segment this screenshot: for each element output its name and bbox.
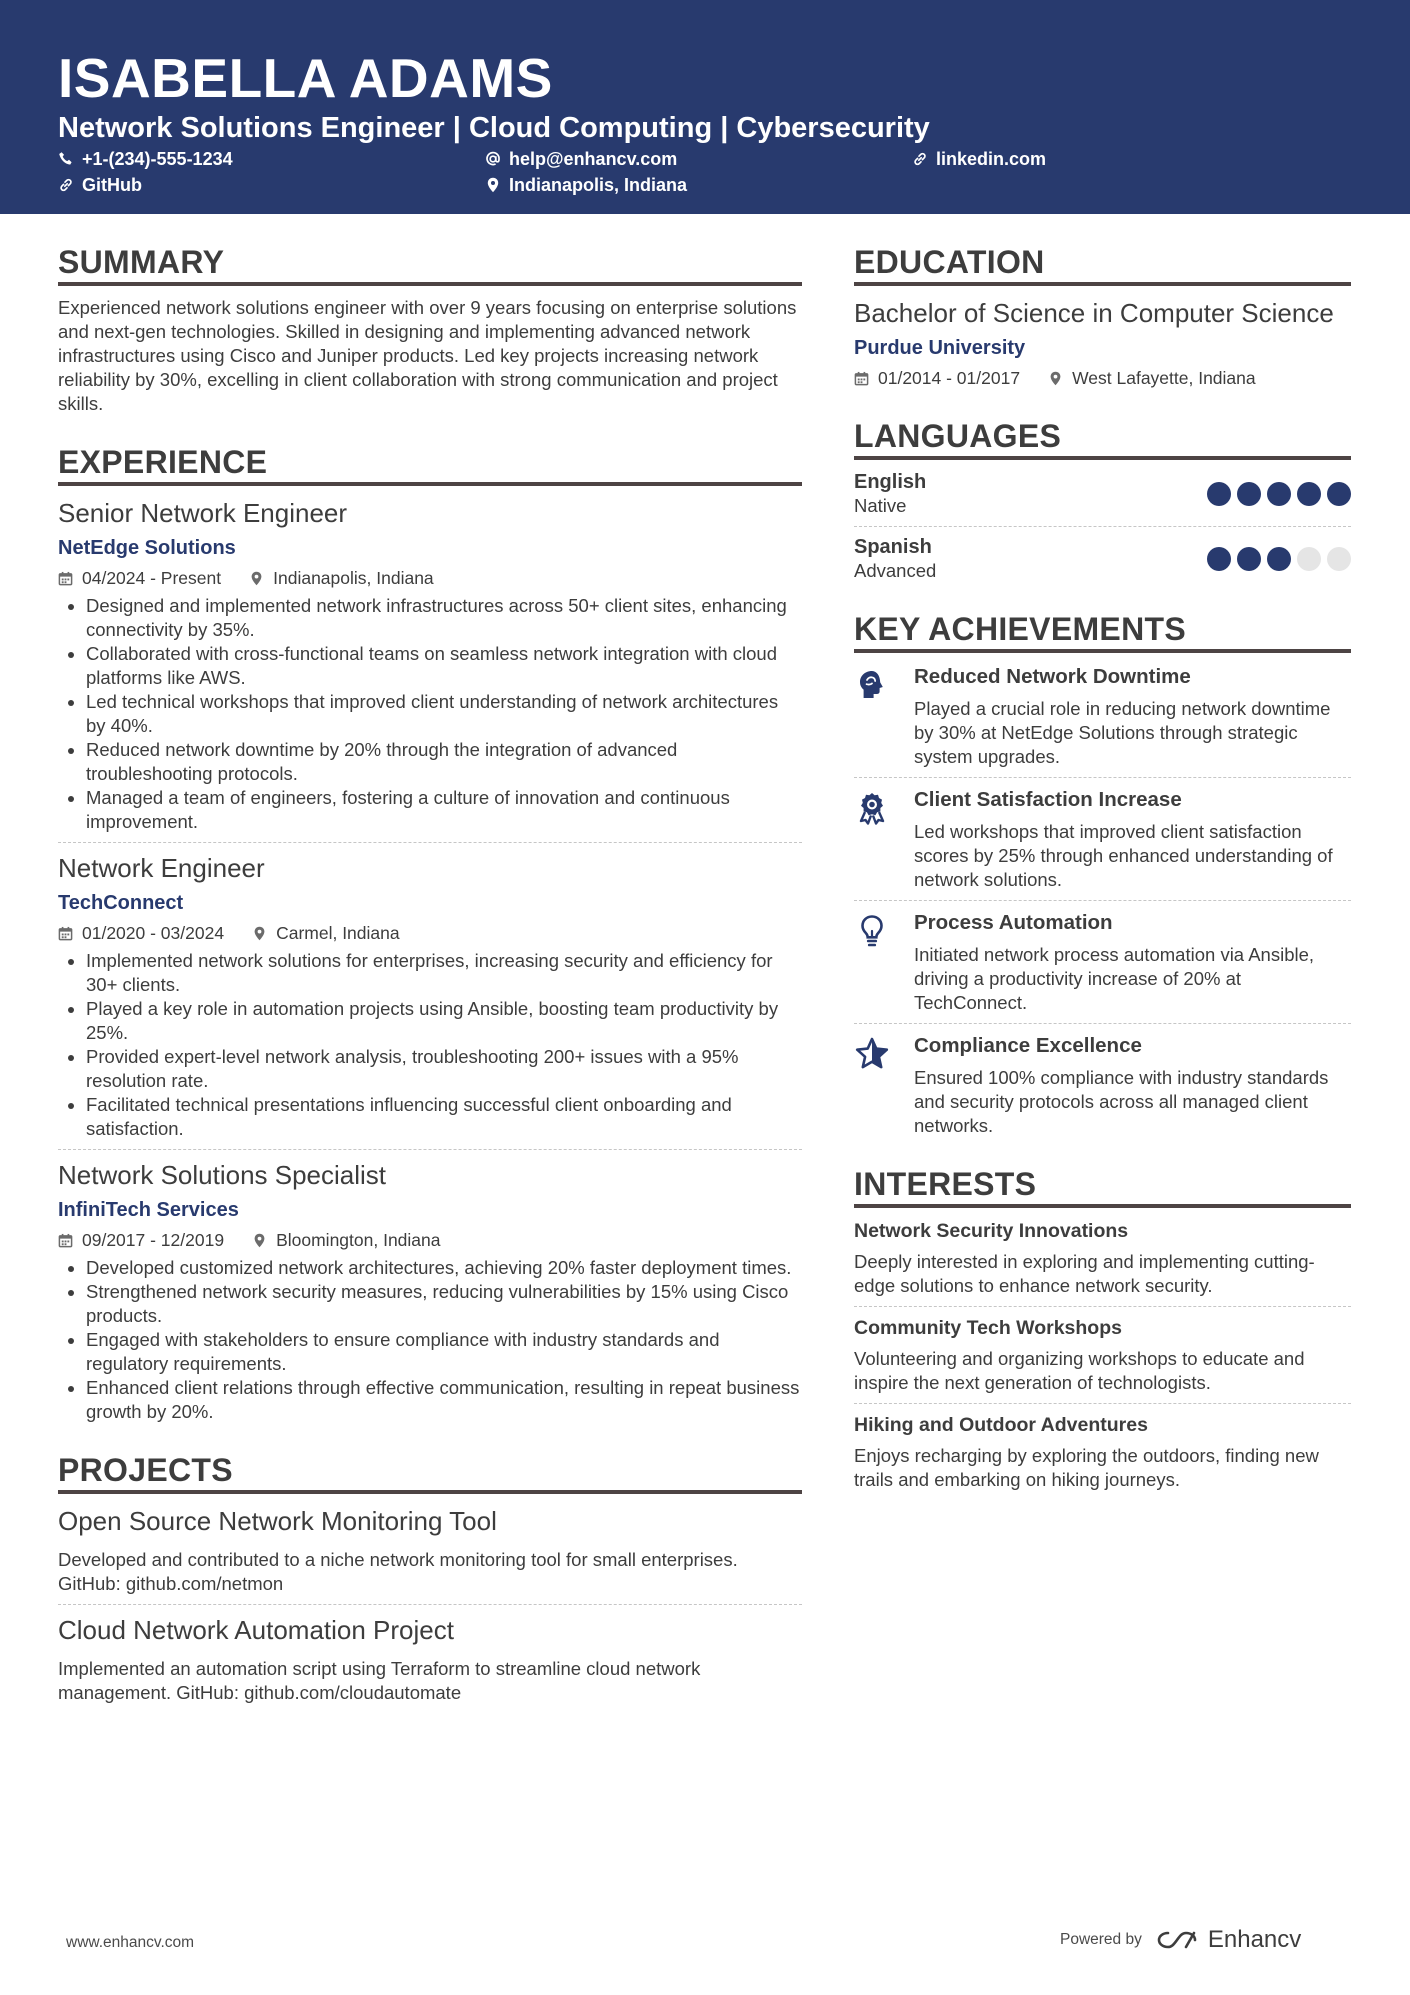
education-section xyxy=(854,242,1351,390)
project-item xyxy=(58,1613,802,1705)
interest-item xyxy=(854,1218,1351,1298)
enhancv-logo-icon xyxy=(1156,1929,1202,1951)
achievement-item xyxy=(854,909,1351,1015)
proficiency-dot-filled xyxy=(1327,482,1351,506)
job-bullets xyxy=(58,1256,802,1424)
candidate-tagline: Network Solutions Engineer | Cloud Computing | Cybersecurity xyxy=(58,112,930,144)
experience-section xyxy=(58,442,802,1424)
interests-section xyxy=(854,1164,1351,1492)
achievements-heading: KEY ACHIEVEMENTS xyxy=(854,609,1351,653)
job-title: Network Solutions Specialist xyxy=(58,1160,387,1190)
achievement-description: Led workshops that improved client satisfaction scores by 25% through enhanced understanding of network solutions. xyxy=(914,821,1333,890)
divider xyxy=(854,1403,1351,1404)
proficiency-dot-filled xyxy=(1207,482,1231,506)
languages-heading: LANGUAGES xyxy=(854,416,1351,460)
job-location: Bloomington, Indiana xyxy=(276,1230,441,1250)
divider xyxy=(854,777,1351,778)
projects-heading: PROJECTS xyxy=(58,1450,802,1494)
bullet-item: • Designed and implemented network infrastructures across 50+ client sites, enhancing connectivity by 35%. xyxy=(86,594,802,642)
experience-item xyxy=(58,1158,802,1424)
job-meta xyxy=(58,921,802,945)
bullet-item: • Managed a team of engineers, fostering a culture of innovation and continuous improvement. xyxy=(86,786,802,834)
calendar-icon xyxy=(58,1233,73,1248)
achievement-item xyxy=(854,1032,1351,1138)
bullet-item: • Implemented network solutions for enterprises, increasing security and efficiency for 30+ clients. xyxy=(86,949,802,997)
contact-location xyxy=(485,173,687,197)
brain-head-icon xyxy=(854,667,890,703)
education-heading: EDUCATION xyxy=(854,242,1351,286)
interest-description: Deeply interested in exploring and implementing cutting-edge solutions to enhance network security. xyxy=(854,1251,1315,1296)
achievement-description: Played a crucial role in reducing network downtime by 30% at NetEdge Solutions through strategic system upgrades. xyxy=(914,698,1331,767)
divider xyxy=(58,842,802,843)
school-name: Purdue University xyxy=(854,337,1026,359)
proficiency-dots xyxy=(1207,482,1351,506)
achievement-item xyxy=(854,786,1351,892)
achievement-title: Process Automation xyxy=(914,911,1113,934)
bullet-item: • Facilitated technical presentations influencing successful client onboarding and satisfaction. xyxy=(86,1093,802,1141)
divider xyxy=(58,1149,802,1150)
contact-phone xyxy=(58,147,233,171)
language-item xyxy=(854,535,1351,583)
proficiency-dot-filled xyxy=(1297,482,1321,506)
divider xyxy=(854,900,1351,901)
link-icon xyxy=(58,177,74,193)
job-meta xyxy=(58,1228,802,1252)
brand-logo[interactable] xyxy=(1156,1926,1301,1954)
education-meta xyxy=(854,366,1351,390)
job-location: Carmel, Indiana xyxy=(276,923,400,943)
job-bullets xyxy=(58,594,802,834)
language-item xyxy=(854,470,1351,518)
achievements-section xyxy=(854,609,1351,1138)
candidate-name: ISABELLA ADAMS xyxy=(58,47,553,109)
education-location: West Lafayette, Indiana xyxy=(1072,368,1256,388)
proficiency-dot-filled xyxy=(1267,547,1291,571)
bullet-item: • Reduced network downtime by 20% through the integration of advanced troubleshooting protocols. xyxy=(86,738,802,786)
summary-section xyxy=(58,242,802,416)
achievement-title: Compliance Excellence xyxy=(914,1034,1142,1057)
job-bullets xyxy=(58,949,802,1141)
project-item xyxy=(58,1504,802,1596)
education-dates: 01/2014 - 01/2017 xyxy=(878,368,1021,388)
phone-icon xyxy=(58,151,74,167)
brand-name: Enhancv xyxy=(1207,1926,1302,1953)
job-location: Indianapolis, Indiana xyxy=(273,568,434,588)
job-title: Senior Network Engineer xyxy=(58,498,348,528)
award-ribbon-icon xyxy=(854,790,890,826)
interests-heading: INTERESTS xyxy=(854,1164,1351,1208)
summary-heading: SUMMARY xyxy=(58,242,802,286)
achievement-title: Reduced Network Downtime xyxy=(914,665,1191,688)
achievement-item xyxy=(854,663,1351,769)
proficiency-dot-filled xyxy=(1237,482,1261,506)
divider xyxy=(854,1306,1351,1307)
powered-by-label: Powered by xyxy=(1060,1931,1142,1948)
footer-branding xyxy=(1060,1926,1301,1954)
interest-item xyxy=(854,1412,1351,1492)
bullet-item: • Provided expert-level network analysis, troubleshooting 200+ issues with a 95% resolution rate. xyxy=(86,1045,802,1093)
linkedin-text: linkedin.com xyxy=(936,149,1047,169)
contact-github[interactable] xyxy=(58,173,142,197)
experience-item xyxy=(58,496,802,834)
languages-section xyxy=(854,416,1351,583)
bullet-item: • Played a key role in automation projects using Ansible, boosting team productivity by 25%. xyxy=(86,997,802,1045)
job-dates: 04/2024 - Present xyxy=(82,568,222,588)
left-column xyxy=(58,242,802,1705)
achievement-description: Ensured 100% compliance with industry standards and security protocols across all managed client networks. xyxy=(914,1067,1329,1136)
project-name: Cloud Network Automation Project xyxy=(58,1615,454,1645)
lightbulb-icon xyxy=(854,913,890,949)
company-name: InfiniTech Services xyxy=(58,1199,239,1221)
at-sign-icon xyxy=(485,151,501,167)
location-pin-icon xyxy=(249,571,264,586)
projects-section xyxy=(58,1450,802,1705)
bullet-item: • Developed customized network architectures, achieving 20% faster deployment times. xyxy=(86,1256,802,1280)
email-text: help@enhancv.com xyxy=(509,149,678,169)
github-text: GitHub xyxy=(82,175,142,195)
phone-text: +1-(234)-555-1234 xyxy=(82,149,233,169)
achievement-title: Client Satisfaction Increase xyxy=(914,788,1182,811)
interest-item xyxy=(854,1315,1351,1395)
calendar-icon xyxy=(58,571,73,586)
language-name: Spanish xyxy=(854,536,932,558)
location-pin-icon xyxy=(252,926,267,941)
project-name: Open Source Network Monitoring Tool xyxy=(58,1506,497,1536)
proficiency-dot-filled xyxy=(1237,547,1261,571)
proficiency-dot-filled xyxy=(1207,547,1231,571)
divider xyxy=(58,1604,802,1605)
proficiency-dot-empty xyxy=(1297,547,1321,571)
calendar-icon xyxy=(58,926,73,941)
contact-email[interactable] xyxy=(485,147,677,171)
contact-linkedin[interactable] xyxy=(912,147,1046,171)
link-icon xyxy=(912,151,928,167)
location-pin-icon xyxy=(485,177,501,193)
location-text: Indianapolis, Indiana xyxy=(509,175,688,195)
achievement-description: Initiated network process automation via Ansible, driving a productivity increase of 20% at TechConnect. xyxy=(914,944,1315,1013)
location-pin-icon xyxy=(252,1233,267,1248)
summary-text: Experienced network solutions engineer with over 9 years focusing on enterprise solutions and next-gen technologies. Skilled in designing and implementing advanced network infrastructures using Cisco and Juniper products. Led key projects increasing network reliability by 30%, excelling in client collaboration with strong communication and project skills. xyxy=(58,297,797,414)
calendar-icon xyxy=(854,371,869,386)
degree-title: Bachelor of Science in Computer Science xyxy=(854,298,1334,328)
bullet-item: • Enhanced client relations through effective communication, resulting in repeat business growth by 20%. xyxy=(86,1376,802,1424)
interest-description: Enjoys recharging by exploring the outdoors, finding new trails and embarking on hiking journeys. xyxy=(854,1445,1319,1490)
resume-header xyxy=(0,0,1410,214)
location-pin-icon xyxy=(1048,371,1063,386)
right-column xyxy=(854,242,1351,1492)
proficiency-dot-filled xyxy=(1267,482,1291,506)
proficiency-dots xyxy=(1207,547,1351,571)
job-meta xyxy=(58,566,802,590)
proficiency-dot-empty xyxy=(1327,547,1351,571)
project-description: Implemented an automation script using Terraform to streamline cloud network management. GitHub: github.com/cloudautomate xyxy=(58,1658,701,1703)
experience-heading: EXPERIENCE xyxy=(58,442,802,486)
job-dates: 01/2020 - 03/2024 xyxy=(82,923,225,943)
interest-title: Community Tech Workshops xyxy=(854,1317,1122,1339)
job-dates: 09/2017 - 12/2019 xyxy=(82,1230,225,1250)
divider xyxy=(854,1023,1351,1024)
footer-website[interactable]: www.enhancv.com xyxy=(66,1934,195,1951)
interest-description: Volunteering and organizing workshops to educate and inspire the next generation of technologists. xyxy=(854,1348,1305,1393)
star-icon xyxy=(854,1036,890,1072)
bullet-item: • Collaborated with cross-functional teams on seamless network integration with cloud platforms like AWS. xyxy=(86,642,802,690)
divider xyxy=(854,526,1351,527)
company-name: TechConnect xyxy=(58,892,184,914)
language-level: Native xyxy=(854,495,907,516)
experience-item xyxy=(58,851,802,1141)
project-description: Developed and contributed to a niche network monitoring tool for small enterprises. GitHub: github.com/netmon xyxy=(58,1549,738,1594)
bullet-item: • Engaged with stakeholders to ensure compliance with industry standards and regulatory requirements. xyxy=(86,1328,802,1376)
language-name: English xyxy=(854,471,927,493)
bullet-item: • Led technical workshops that improved client understanding of network architectures by 40%. xyxy=(86,690,802,738)
interest-title: Hiking and Outdoor Adventures xyxy=(854,1414,1148,1436)
bullet-item: • Strengthened network security measures, reducing vulnerabilities by 15% using Cisco products. xyxy=(86,1280,802,1328)
job-title: Network Engineer xyxy=(58,853,265,883)
language-level: Advanced xyxy=(854,560,937,581)
company-name: NetEdge Solutions xyxy=(58,537,236,559)
interest-title: Network Security Innovations xyxy=(854,1220,1129,1242)
